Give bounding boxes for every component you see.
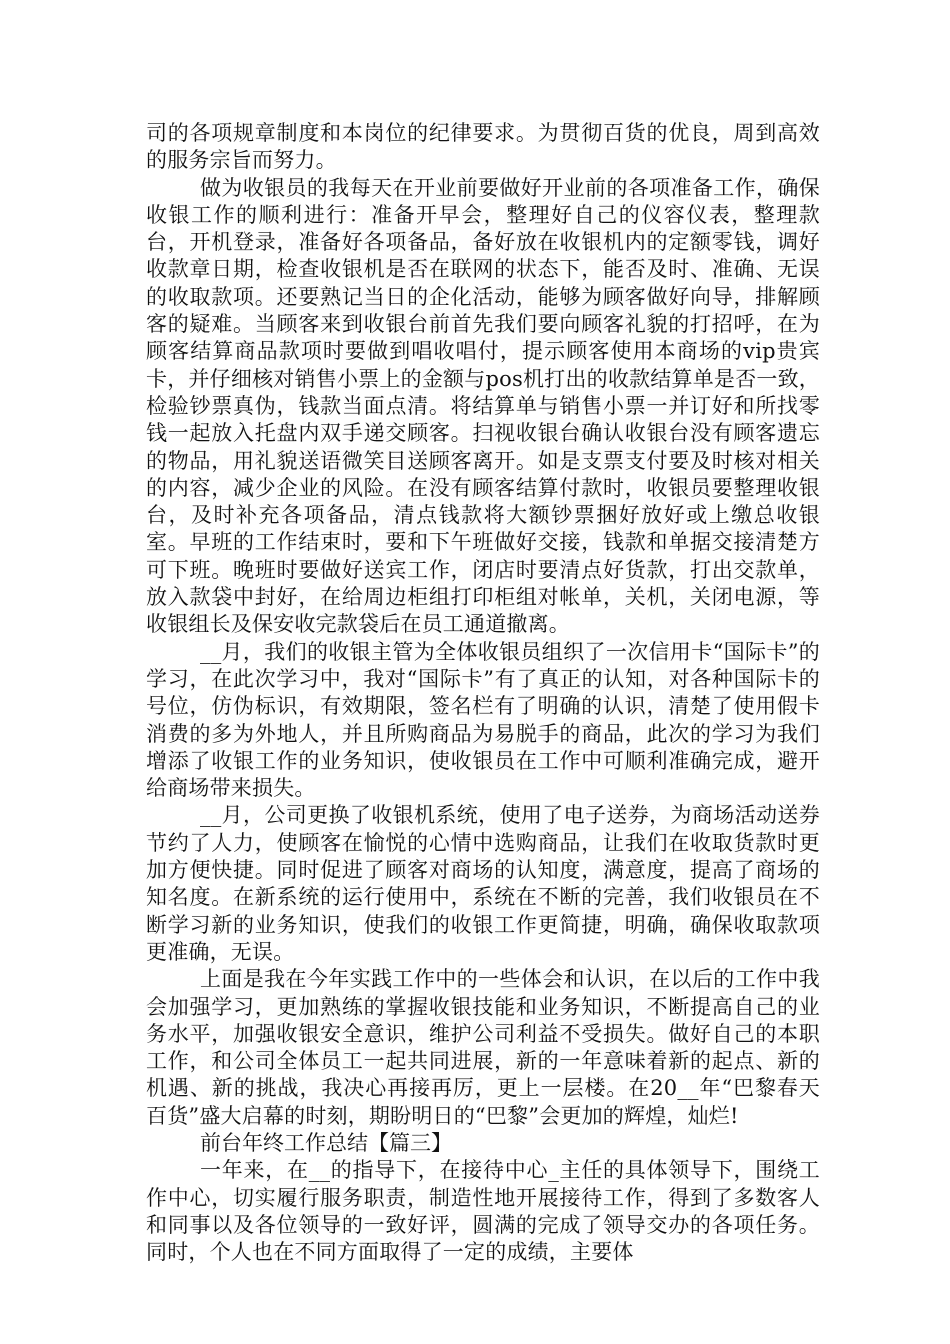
- paragraph-section-intro: 一年来，在__的指导下，在接待中心_主任的具体领导下，围绕工作中心，切实履行服务职责，制造性地开展接待工作，得到了多数客人和同事以及各位领导的一致好评，圆满的完成了领导交办的各项任务。同时，个人也在不同方面取得了一定的成绩，主要体: [146, 1158, 820, 1265]
- paragraph-credit-card-training: __月，我们的收银主管为全体收银员组织了一次信用卡“国际卡”的学习，在此次学习中，我对“国际卡”有了真正的认知，对各种国际卡的号位，仿伪标识，有效期限，签名栏有了明确的认识，清楚了使用假卡消费的多为外地人，并且所购商品为易脱手的商品，此次的学习为我们增添了收银工作的业务知识，使收银员在工作中可顺利准确完成，避开给商场带来损失。: [146, 639, 820, 801]
- paragraph-cashier-daily-duties: 做为收银员的我每天在开业前要做好开业前的各项准备工作，确保收银工作的顺利进行：准备开早会，整理好自己的仪容仪表，整理款台，开机登录，准备好各项备品，备好放在收银机内的定额零钱，调好收款章日期，检查收银机是否在联网的状态下，能否及时、准确、无误的收取款项。还要熟记当日的企化活动，能够为顾客做好向导，排解顾客的疑难。当顾客来到收银台前首先我们要向顾客礼貌的打招呼，在为顾客结算商品款项时要做到唱收唱付，提示顾客使用本商场的vip贵宾卡，并仔细核对销售小票上的金额与pos机打出的收款结算单是否一致，检验钞票真伪，钱款当面点清。将结算单与销售小票一并订好和所找零钱一起放入托盘内双手递交顾客。扫视收银台确认收银台没有顾客遗忘的物品，用礼貌送语微笑目送顾客离开。如是支票支付要及时核对相关的内容，减少企业的风险。在没有顾客结算付款时，收银员要整理收银台，及时补充各项备品，清点钱款将大额钞票捆好放好或上缴总收银室。早班的工作结束时，要和下午班做好交接，钱款和单据交接清楚方可下班。晚班时要做好送宾工作，闭店时要清点好货款，打出交款单，放入款袋中封好，在给周边柜组打印柜组对帐单，关机，关闭电源，等收银组长及保安收完款袋后在员工通道撤离。: [146, 175, 820, 637]
- paragraph-conclusion: 上面是我在今年实践工作中的一些体会和认识，在以后的工作中我会加强学习，更加熟练的掌握收银技能和业务知识，不断提高自己的业务水平，加强收银安全意识，维护公司利益不受损失。做好自己的本职工作，和公司全体员工一起共同进展，新的一年意味着新的起点、新的机遇、新的挑战，我决心再接再厉，更上一层楼。在20__年“巴黎春天百货”盛大启幕的时刻，期盼明日的“巴黎”会更加的辉煌，灿烂!: [146, 967, 820, 1128]
- paragraph-cashier-system-upgrade: __月，公司更换了收银机系统，使用了电子送券，为商场活动送券节约了人力，使顾客在愉悦的心情中选购商品，让我们在收取货款时更加方便快捷。同时促进了顾客对商场的认知度，满意度，提高了商场的知名度。在新系统的运行使用中，系统在不断的完善，我们收银员在不断学习新的业务知识，使我们的收银工作更简捷，明确，确保收取款项更准确，无误。: [146, 803, 820, 964]
- paragraph-continuation: 司的各项规章制度和本岗位的纪律要求。为贯彻百货的优良，周到高效的服务宗旨而努力。: [146, 121, 820, 173]
- document-body: [146, 120, 820, 1266]
- section-heading: 前台年终工作总结【篇三】: [200, 1130, 452, 1155]
